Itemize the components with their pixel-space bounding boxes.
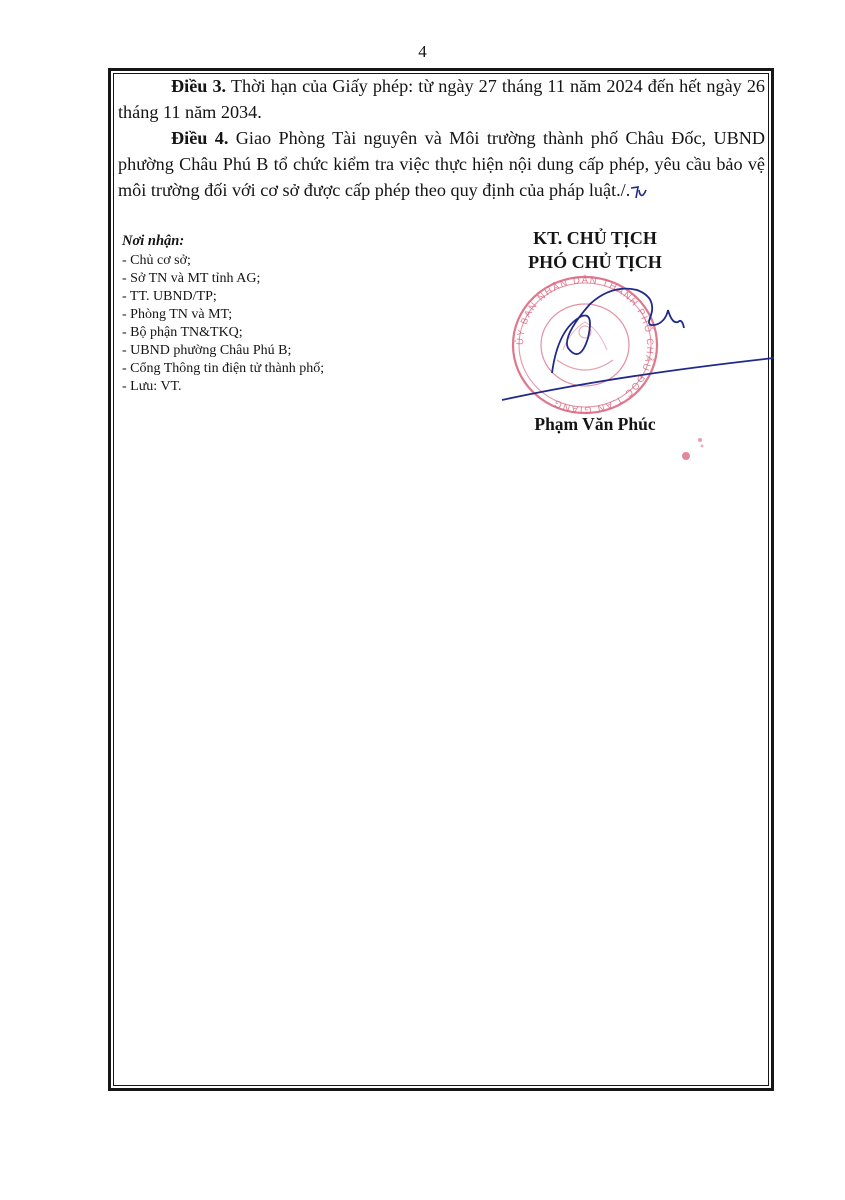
recipients-list — [122, 252, 324, 396]
signature-title-pho: PHÓ CHỦ TỊCH — [528, 252, 662, 272]
recipient-item: - UBND phường Châu Phú B; — [122, 343, 292, 358]
recipient-item: - TT. UBND/TP; — [122, 289, 217, 304]
page-frame-inner — [113, 73, 769, 1086]
recipient-item: - Phòng TN và MT; — [122, 307, 233, 322]
red-ink-speck-icon — [672, 430, 712, 470]
initial-mark-icon — [630, 185, 648, 199]
article-4-text: Giao Phòng Tài nguyên và Môi trường thành phố Châu Đốc, UBND phường Châu Phú B tổ chức kiểm tra việc thực hiện nội dung cấp phép, yêu cầu bảo vệ môi trường đối với cơ sở được cấp phép theo quy định của pháp luật./. — [118, 128, 766, 200]
recipient-item: - Lưu: VT. — [122, 379, 182, 394]
seal-text: ỦY BAN NHÂN DÂN THÀNH PHỐ CHÂU ĐỐC T.AN GIANG — [514, 274, 656, 416]
article-4-label: Điều 4. — [171, 128, 229, 148]
article-4 — [118, 125, 765, 203]
recipient-item: - Sở TN và MT tỉnh AG; — [122, 271, 261, 286]
article-3-label: Điều 3. — [171, 76, 227, 96]
article-3-text: Thời hạn của Giấy phép: từ ngày 27 tháng 11 năm 2024 đến hết ngày 26 tháng 11 năm 2034. — [118, 76, 766, 122]
handwritten-signature-icon — [462, 278, 782, 418]
article-3 — [118, 73, 765, 125]
recipients-block — [122, 232, 324, 396]
signature-title-kt: KT. CHỦ TỊCH — [533, 228, 657, 248]
recipient-item: - Cổng Thông tin điện tử thành phố; — [122, 361, 325, 376]
recipient-item: - Bộ phận TN&TKQ; — [122, 325, 243, 340]
page-number: 4 — [418, 42, 427, 61]
recipient-item: - Chủ cơ sở; — [122, 253, 191, 268]
recipients-title: Nơi nhận: — [122, 233, 185, 249]
signer-name: Phạm Văn Phúc — [534, 414, 656, 434]
